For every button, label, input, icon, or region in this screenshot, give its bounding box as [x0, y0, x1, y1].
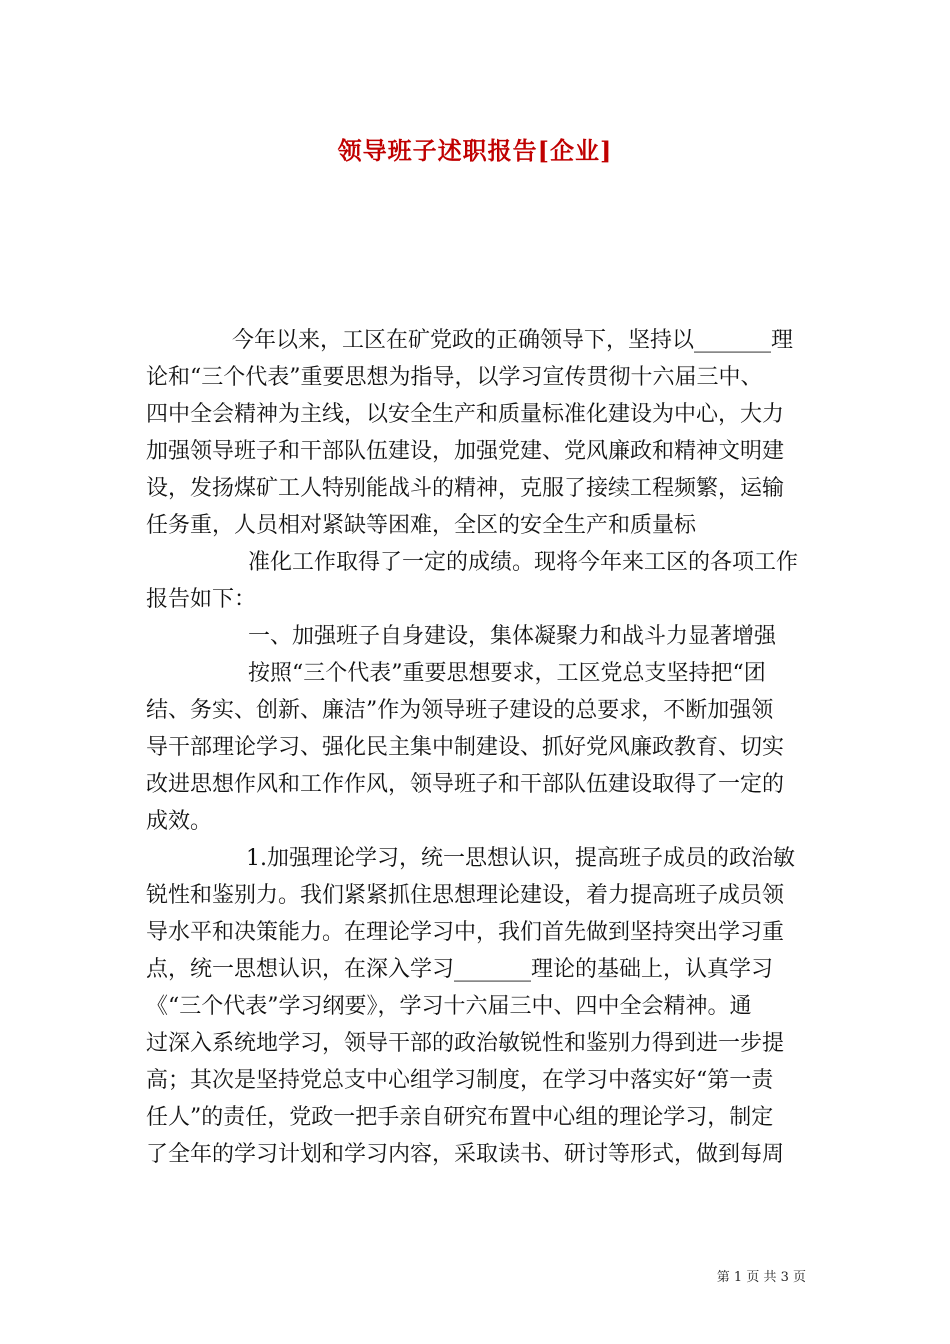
paragraph-line: 了全年的学习计划和学习内容，采取读书、研讨等形式，做到每周: [146, 1142, 785, 1167]
paragraph-line: 设，发扬煤矿工人特别能战斗的精神，克服了接续工程频繁，运输: [146, 476, 785, 501]
paragraph-line: 按照“三个代表”重要思想要求，工区党总支坚持把“团: [248, 661, 766, 686]
document-body: [146, 322, 808, 1173]
section-heading: 一、加强班子自身建设，集体凝聚力和战斗力显著增强: [248, 624, 777, 649]
document-title: 领导班子述职报告[企业]: [337, 136, 613, 165]
paragraph-line: 结、务实、创新、廉洁”作为领导班子建设的总要求，不断加强领: [146, 698, 774, 723]
paragraph-line: 任务重，人员相对紧缺等困难，全区的安全生产和质量标: [146, 513, 697, 538]
paragraph-line: 四中全会精神为主线，以安全生产和质量标准化建设为中心，大力: [146, 402, 785, 427]
paragraph-line: 论和“三个代表”重要思想为指导，以学习宣传贯彻十六届三中、: [146, 365, 763, 390]
paragraph-line: 成效。: [146, 809, 213, 834]
paragraph-line: 改进思想作风和工作作风，领导班子和干部队伍建设取得了一定的: [146, 772, 785, 797]
paragraph-line: 锐性和鉴别力。我们紧紧抓住思想理论建设，着力提高班子成员领: [146, 883, 785, 908]
paragraph-line: 导干部理论学习、强化民主集中制建设、抓好党风廉政教育、切实: [146, 735, 785, 760]
paragraph-line: 《“三个代表”学习纲要》，学习十六届三中、四中全会精神。通: [146, 994, 752, 1019]
paragraph-line: 导水平和决策能力。在理论学习中，我们首先做到坚持突出学习重: [146, 920, 785, 945]
paragraph-line: 任人”的责任，党政一把手亲自研究布置中心组的理论学习，制定: [146, 1105, 774, 1130]
paragraph-line: 点，统一思想认识，在深入学习_______理论的基础上，认真学习: [146, 957, 774, 982]
paragraph-line: 报告如下：: [146, 587, 257, 612]
paragraph-line: 加强领导班子和干部队伍建设，加强党建、党风廉政和精神文明建: [146, 439, 785, 464]
paragraph-line: 准化工作取得了一定的成绩。现将今年来工区的各项工作: [248, 550, 799, 575]
paragraph-line: 今年以来，工区在矿党政的正确领导下，坚持以_______理: [232, 328, 794, 353]
paragraph-line: 高；其次是坚持党总支中心组学习制度，在学习中落实好“第一责: [146, 1068, 774, 1093]
paragraph-line: 过深入系统地学习，领导干部的政治敏锐性和鉴别力得到进一步提: [146, 1031, 785, 1056]
page-number: 第 1 页 共 3 页: [716, 1270, 806, 1285]
subsection-heading: 1.加强理论学习，统一思想认识，提高班子成员的政治敏: [246, 846, 795, 871]
